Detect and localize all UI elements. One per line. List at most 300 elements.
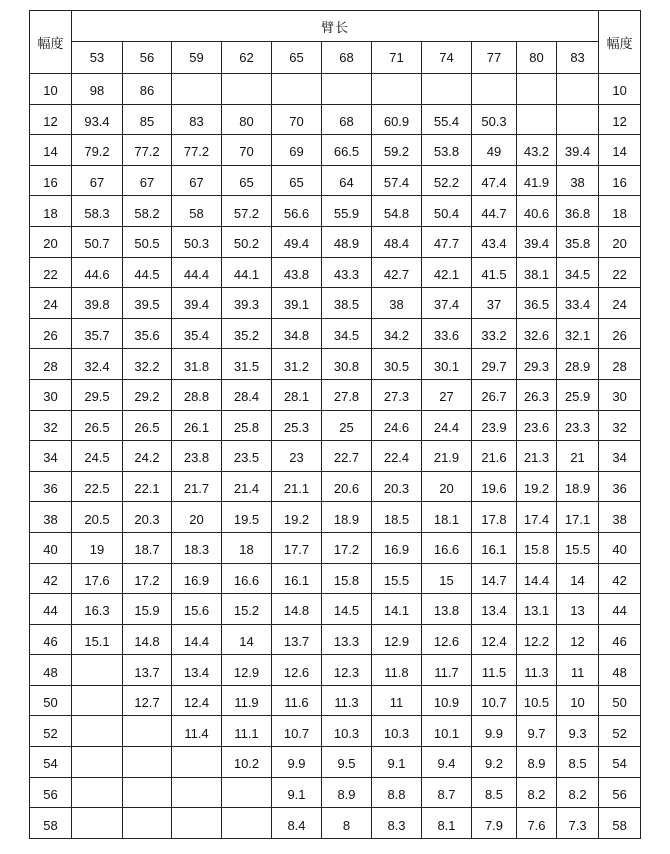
radius-cell-left: 12 — [30, 104, 72, 135]
load-value-cell: 39.8 — [72, 288, 123, 319]
load-value-cell: 31.5 — [222, 349, 272, 380]
radius-cell-left: 16 — [30, 165, 72, 196]
table-row — [30, 747, 641, 778]
load-value-cell: 9.5 — [322, 747, 372, 778]
load-chart-table — [29, 10, 641, 839]
load-value-cell: 17.1 — [557, 502, 599, 533]
load-value-cell: 8.7 — [422, 777, 472, 808]
load-value-cell: 41.5 — [472, 257, 517, 288]
load-value-cell: 7.6 — [517, 808, 557, 839]
load-value-cell: 10.2 — [222, 747, 272, 778]
load-value-cell: 43.3 — [322, 257, 372, 288]
load-value-cell: 27.8 — [322, 379, 372, 410]
arm-length-header-cell: 74 — [422, 42, 472, 74]
table-row — [30, 655, 641, 686]
load-value-cell — [123, 716, 172, 747]
table-row — [30, 716, 641, 747]
load-value-cell: 21.7 — [172, 471, 222, 502]
table-row — [30, 165, 641, 196]
table-row — [30, 74, 641, 105]
radius-cell-right: 38 — [599, 502, 641, 533]
load-value-cell: 83 — [172, 104, 222, 135]
radius-cell-left: 10 — [30, 74, 72, 105]
arm-length-header-cell: 65 — [272, 42, 322, 74]
load-value-cell: 66.5 — [322, 135, 372, 166]
load-value-cell: 34.5 — [557, 257, 599, 288]
load-value-cell: 27.3 — [372, 379, 422, 410]
load-value-cell: 29.3 — [517, 349, 557, 380]
load-value-cell: 41.9 — [517, 165, 557, 196]
load-value-cell: 15.9 — [123, 594, 172, 625]
radius-cell-left: 38 — [30, 502, 72, 533]
load-value-cell: 14 — [222, 624, 272, 655]
arm-length-header-cell: 77 — [472, 42, 517, 74]
table-row — [30, 777, 641, 808]
load-value-cell: 8.1 — [422, 808, 472, 839]
table-row — [30, 441, 641, 472]
load-value-cell — [222, 74, 272, 105]
radius-cell-left: 44 — [30, 594, 72, 625]
load-value-cell: 28.4 — [222, 379, 272, 410]
load-value-cell: 48.4 — [372, 226, 422, 257]
load-value-cell: 19.2 — [272, 502, 322, 533]
load-value-cell: 12.2 — [517, 624, 557, 655]
load-value-cell: 30.5 — [372, 349, 422, 380]
radius-cell-left: 32 — [30, 410, 72, 441]
load-value-cell: 38 — [557, 165, 599, 196]
load-value-cell: 18.7 — [123, 532, 172, 563]
load-value-cell: 28.1 — [272, 379, 322, 410]
load-value-cell: 14.8 — [272, 594, 322, 625]
radius-cell-right: 20 — [599, 226, 641, 257]
load-value-cell: 10 — [557, 685, 599, 716]
radius-cell-right: 52 — [599, 716, 641, 747]
load-value-cell: 57.4 — [372, 165, 422, 196]
load-value-cell: 26.3 — [517, 379, 557, 410]
load-value-cell: 16.3 — [72, 594, 123, 625]
radius-cell-left: 46 — [30, 624, 72, 655]
load-value-cell: 16.9 — [372, 532, 422, 563]
load-value-cell: 10.5 — [517, 685, 557, 716]
load-value-cell: 9.7 — [517, 716, 557, 747]
radius-cell-right: 40 — [599, 532, 641, 563]
load-value-cell: 33.2 — [472, 318, 517, 349]
load-value-cell: 30.1 — [422, 349, 472, 380]
load-value-cell: 14 — [557, 563, 599, 594]
load-value-cell: 25.3 — [272, 410, 322, 441]
load-value-cell — [517, 74, 557, 105]
load-value-cell: 50.4 — [422, 196, 472, 227]
load-value-cell: 42.1 — [422, 257, 472, 288]
load-value-cell: 15.8 — [322, 563, 372, 594]
table-row — [30, 196, 641, 227]
load-value-cell: 77.2 — [123, 135, 172, 166]
load-value-cell: 44.6 — [72, 257, 123, 288]
load-value-cell: 50.5 — [123, 226, 172, 257]
radius-cell-left: 42 — [30, 563, 72, 594]
load-value-cell: 11 — [372, 685, 422, 716]
load-value-cell: 50.2 — [222, 226, 272, 257]
radius-cell-right: 10 — [599, 74, 641, 105]
load-value-cell: 20.3 — [123, 502, 172, 533]
load-value-cell: 16.1 — [472, 532, 517, 563]
table-row — [30, 226, 641, 257]
load-value-cell: 34.5 — [322, 318, 372, 349]
load-value-cell: 17.6 — [72, 563, 123, 594]
load-value-cell: 32.1 — [557, 318, 599, 349]
load-value-cell — [123, 747, 172, 778]
load-value-cell: 8.2 — [517, 777, 557, 808]
load-value-cell: 14.4 — [517, 563, 557, 594]
load-value-cell: 11.8 — [372, 655, 422, 686]
load-value-cell: 12.6 — [422, 624, 472, 655]
load-value-cell — [322, 74, 372, 105]
load-value-cell: 11.6 — [272, 685, 322, 716]
load-value-cell: 11.9 — [222, 685, 272, 716]
radius-cell-right: 26 — [599, 318, 641, 349]
load-value-cell: 35.7 — [72, 318, 123, 349]
radius-cell-left: 18 — [30, 196, 72, 227]
load-value-cell: 54.8 — [372, 196, 422, 227]
load-value-cell: 8.2 — [557, 777, 599, 808]
load-value-cell: 13.3 — [322, 624, 372, 655]
radius-cell-left: 30 — [30, 379, 72, 410]
load-value-cell: 24.5 — [72, 441, 123, 472]
arm-length-header-cell: 71 — [372, 42, 422, 74]
load-value-cell: 13.7 — [123, 655, 172, 686]
arm-length-header-cell: 56 — [123, 42, 172, 74]
radius-cell-right: 36 — [599, 471, 641, 502]
load-value-cell: 19.6 — [472, 471, 517, 502]
load-value-cell — [123, 808, 172, 839]
load-value-cell: 14.4 — [172, 624, 222, 655]
load-value-cell: 12.4 — [472, 624, 517, 655]
load-value-cell: 44.4 — [172, 257, 222, 288]
load-value-cell — [272, 74, 322, 105]
load-value-cell: 86 — [123, 74, 172, 105]
load-value-cell: 42.7 — [372, 257, 422, 288]
load-value-cell: 21.6 — [472, 441, 517, 472]
load-value-cell: 32.2 — [123, 349, 172, 380]
load-value-cell: 23 — [272, 441, 322, 472]
load-value-cell — [557, 104, 599, 135]
load-value-cell: 58.3 — [72, 196, 123, 227]
load-value-cell: 21.3 — [517, 441, 557, 472]
radius-cell-left: 28 — [30, 349, 72, 380]
load-value-cell: 22.4 — [372, 441, 422, 472]
load-value-cell: 15.5 — [372, 563, 422, 594]
load-value-cell — [72, 655, 123, 686]
load-value-cell: 7.9 — [472, 808, 517, 839]
load-value-cell: 20 — [172, 502, 222, 533]
load-value-cell: 68 — [322, 104, 372, 135]
load-value-cell: 16.6 — [422, 532, 472, 563]
load-value-cell: 8.9 — [322, 777, 372, 808]
load-value-cell: 19.5 — [222, 502, 272, 533]
load-value-cell: 19 — [72, 532, 123, 563]
load-value-cell: 58 — [172, 196, 222, 227]
load-value-cell — [72, 808, 123, 839]
load-value-cell: 18.3 — [172, 532, 222, 563]
load-value-cell: 9.9 — [272, 747, 322, 778]
load-value-cell: 18.9 — [557, 471, 599, 502]
table-row — [30, 685, 641, 716]
load-value-cell: 8.4 — [272, 808, 322, 839]
load-value-cell — [72, 777, 123, 808]
load-value-cell: 50.7 — [72, 226, 123, 257]
load-value-cell: 13 — [557, 594, 599, 625]
load-value-cell: 15.8 — [517, 532, 557, 563]
load-value-cell: 8.3 — [372, 808, 422, 839]
load-value-cell — [222, 777, 272, 808]
radius-cell-right: 14 — [599, 135, 641, 166]
load-value-cell — [172, 747, 222, 778]
radius-cell-left: 50 — [30, 685, 72, 716]
load-value-cell: 23.6 — [517, 410, 557, 441]
load-value-cell: 36.5 — [517, 288, 557, 319]
load-value-cell: 37.4 — [422, 288, 472, 319]
load-value-cell: 25 — [322, 410, 372, 441]
load-value-cell: 58.2 — [123, 196, 172, 227]
radius-cell-right: 42 — [599, 563, 641, 594]
load-value-cell: 39.3 — [222, 288, 272, 319]
radius-cell-right: 24 — [599, 288, 641, 319]
table-row — [30, 135, 641, 166]
table-row — [30, 502, 641, 533]
load-value-cell: 32.6 — [517, 318, 557, 349]
load-value-cell: 31.2 — [272, 349, 322, 380]
load-value-cell: 15 — [422, 563, 472, 594]
load-value-cell: 34.8 — [272, 318, 322, 349]
load-value-cell: 69 — [272, 135, 322, 166]
load-value-cell: 11.1 — [222, 716, 272, 747]
load-value-cell: 12.4 — [172, 685, 222, 716]
load-value-cell: 10.7 — [472, 685, 517, 716]
radius-header-right: 幅度 — [599, 11, 641, 74]
radius-cell-right: 30 — [599, 379, 641, 410]
load-value-cell: 21.1 — [272, 471, 322, 502]
load-value-cell: 79.2 — [72, 135, 123, 166]
load-value-cell: 44.7 — [472, 196, 517, 227]
radius-cell-right: 58 — [599, 808, 641, 839]
load-value-cell: 35.6 — [123, 318, 172, 349]
load-value-cell: 13.7 — [272, 624, 322, 655]
load-value-cell: 50.3 — [172, 226, 222, 257]
radius-header-left: 幅度 — [30, 11, 72, 74]
radius-cell-right: 48 — [599, 655, 641, 686]
table-body — [30, 74, 641, 839]
radius-cell-right: 50 — [599, 685, 641, 716]
load-value-cell: 57.2 — [222, 196, 272, 227]
load-value-cell: 15.2 — [222, 594, 272, 625]
table-row — [30, 257, 641, 288]
radius-cell-right: 22 — [599, 257, 641, 288]
table-row — [30, 532, 641, 563]
load-value-cell: 15.5 — [557, 532, 599, 563]
load-value-cell: 56.6 — [272, 196, 322, 227]
load-value-cell: 29.2 — [123, 379, 172, 410]
load-value-cell: 12.9 — [372, 624, 422, 655]
load-value-cell: 85 — [123, 104, 172, 135]
load-value-cell: 55.4 — [422, 104, 472, 135]
load-value-cell — [372, 74, 422, 105]
load-value-cell: 12.6 — [272, 655, 322, 686]
load-value-cell: 23.8 — [172, 441, 222, 472]
load-value-cell: 59.2 — [372, 135, 422, 166]
load-value-cell: 9.1 — [272, 777, 322, 808]
load-value-cell: 10.1 — [422, 716, 472, 747]
radius-cell-left: 22 — [30, 257, 72, 288]
load-value-cell: 35.2 — [222, 318, 272, 349]
load-value-cell: 20 — [422, 471, 472, 502]
load-value-cell: 26.5 — [123, 410, 172, 441]
load-value-cell: 10.3 — [372, 716, 422, 747]
load-value-cell: 22.5 — [72, 471, 123, 502]
load-value-cell: 39.4 — [172, 288, 222, 319]
load-value-cell: 67 — [172, 165, 222, 196]
load-value-cell: 29.7 — [472, 349, 517, 380]
load-value-cell: 64 — [322, 165, 372, 196]
load-value-cell: 47.7 — [422, 226, 472, 257]
load-value-cell: 9.9 — [472, 716, 517, 747]
radius-cell-right: 32 — [599, 410, 641, 441]
radius-cell-right: 12 — [599, 104, 641, 135]
load-value-cell: 12.9 — [222, 655, 272, 686]
radius-cell-left: 36 — [30, 471, 72, 502]
load-value-cell: 18.9 — [322, 502, 372, 533]
load-value-cell: 50.3 — [472, 104, 517, 135]
load-value-cell: 12.3 — [322, 655, 372, 686]
table-header — [30, 11, 641, 74]
load-value-cell: 38 — [372, 288, 422, 319]
radius-cell-right: 46 — [599, 624, 641, 655]
radius-cell-right: 34 — [599, 441, 641, 472]
radius-cell-right: 16 — [599, 165, 641, 196]
arm-length-row — [30, 42, 641, 74]
load-value-cell: 52.2 — [422, 165, 472, 196]
load-value-cell: 18.1 — [422, 502, 472, 533]
load-value-cell: 11.7 — [422, 655, 472, 686]
load-value-cell: 37 — [472, 288, 517, 319]
load-value-cell: 38.1 — [517, 257, 557, 288]
load-value-cell — [557, 74, 599, 105]
load-value-cell: 26.7 — [472, 379, 517, 410]
table-row — [30, 288, 641, 319]
load-value-cell: 25.8 — [222, 410, 272, 441]
load-value-cell: 36.8 — [557, 196, 599, 227]
load-value-cell: 67 — [123, 165, 172, 196]
load-value-cell: 12.7 — [123, 685, 172, 716]
load-value-cell: 9.2 — [472, 747, 517, 778]
load-value-cell: 43.2 — [517, 135, 557, 166]
load-value-cell: 11.3 — [322, 685, 372, 716]
load-value-cell: 10.7 — [272, 716, 322, 747]
load-value-cell — [172, 74, 222, 105]
load-value-cell: 60.9 — [372, 104, 422, 135]
load-value-cell: 55.9 — [322, 196, 372, 227]
load-value-cell: 77.2 — [172, 135, 222, 166]
radius-cell-left: 58 — [30, 808, 72, 839]
load-value-cell: 39.1 — [272, 288, 322, 319]
load-value-cell: 19.2 — [517, 471, 557, 502]
arm-length-header-cell: 83 — [557, 42, 599, 74]
load-value-cell: 31.8 — [172, 349, 222, 380]
load-value-cell — [72, 685, 123, 716]
load-value-cell: 67 — [72, 165, 123, 196]
load-value-cell: 26.5 — [72, 410, 123, 441]
load-value-cell: 11.4 — [172, 716, 222, 747]
load-value-cell: 9.4 — [422, 747, 472, 778]
load-value-cell: 65 — [272, 165, 322, 196]
load-value-cell: 14.8 — [123, 624, 172, 655]
load-value-cell: 49.4 — [272, 226, 322, 257]
radius-cell-left: 54 — [30, 747, 72, 778]
load-value-cell: 10.3 — [322, 716, 372, 747]
load-value-cell: 29.5 — [72, 379, 123, 410]
radius-cell-right: 18 — [599, 196, 641, 227]
load-value-cell: 17.2 — [322, 532, 372, 563]
load-value-cell: 13.4 — [172, 655, 222, 686]
load-value-cell: 20.3 — [372, 471, 422, 502]
load-value-cell: 15.1 — [72, 624, 123, 655]
load-value-cell: 21.9 — [422, 441, 472, 472]
load-value-cell: 27 — [422, 379, 472, 410]
load-value-cell: 17.7 — [272, 532, 322, 563]
table-row — [30, 349, 641, 380]
load-value-cell: 18 — [222, 532, 272, 563]
load-value-cell: 16.9 — [172, 563, 222, 594]
load-value-cell: 80 — [222, 104, 272, 135]
load-value-cell: 70 — [272, 104, 322, 135]
load-value-cell: 40.6 — [517, 196, 557, 227]
load-value-cell: 33.6 — [422, 318, 472, 349]
load-value-cell: 33.4 — [557, 288, 599, 319]
arm-length-header-cell: 53 — [72, 42, 123, 74]
load-value-cell: 44.1 — [222, 257, 272, 288]
load-value-cell: 35.8 — [557, 226, 599, 257]
load-value-cell: 98 — [72, 74, 123, 105]
load-value-cell: 14.1 — [372, 594, 422, 625]
load-value-cell: 34.2 — [372, 318, 422, 349]
radius-cell-left: 48 — [30, 655, 72, 686]
radius-cell-right: 54 — [599, 747, 641, 778]
table-row — [30, 808, 641, 839]
load-value-cell: 11.5 — [472, 655, 517, 686]
load-value-cell — [72, 747, 123, 778]
load-value-cell: 10.9 — [422, 685, 472, 716]
radius-cell-right: 44 — [599, 594, 641, 625]
arm-length-header: 臂长 — [72, 11, 599, 42]
load-value-cell: 8.9 — [517, 747, 557, 778]
radius-cell-left: 26 — [30, 318, 72, 349]
radius-cell-left: 14 — [30, 135, 72, 166]
load-value-cell: 23.3 — [557, 410, 599, 441]
load-value-cell — [422, 74, 472, 105]
load-value-cell: 39.4 — [557, 135, 599, 166]
load-value-cell — [222, 808, 272, 839]
load-value-cell: 17.2 — [123, 563, 172, 594]
load-value-cell: 12 — [557, 624, 599, 655]
load-value-cell — [123, 777, 172, 808]
load-value-cell: 43.4 — [472, 226, 517, 257]
load-value-cell: 24.4 — [422, 410, 472, 441]
arm-length-header-cell: 68 — [322, 42, 372, 74]
load-value-cell: 23.9 — [472, 410, 517, 441]
load-value-cell: 28.8 — [172, 379, 222, 410]
load-value-cell: 43.8 — [272, 257, 322, 288]
radius-cell-right: 28 — [599, 349, 641, 380]
radius-cell-left: 34 — [30, 441, 72, 472]
